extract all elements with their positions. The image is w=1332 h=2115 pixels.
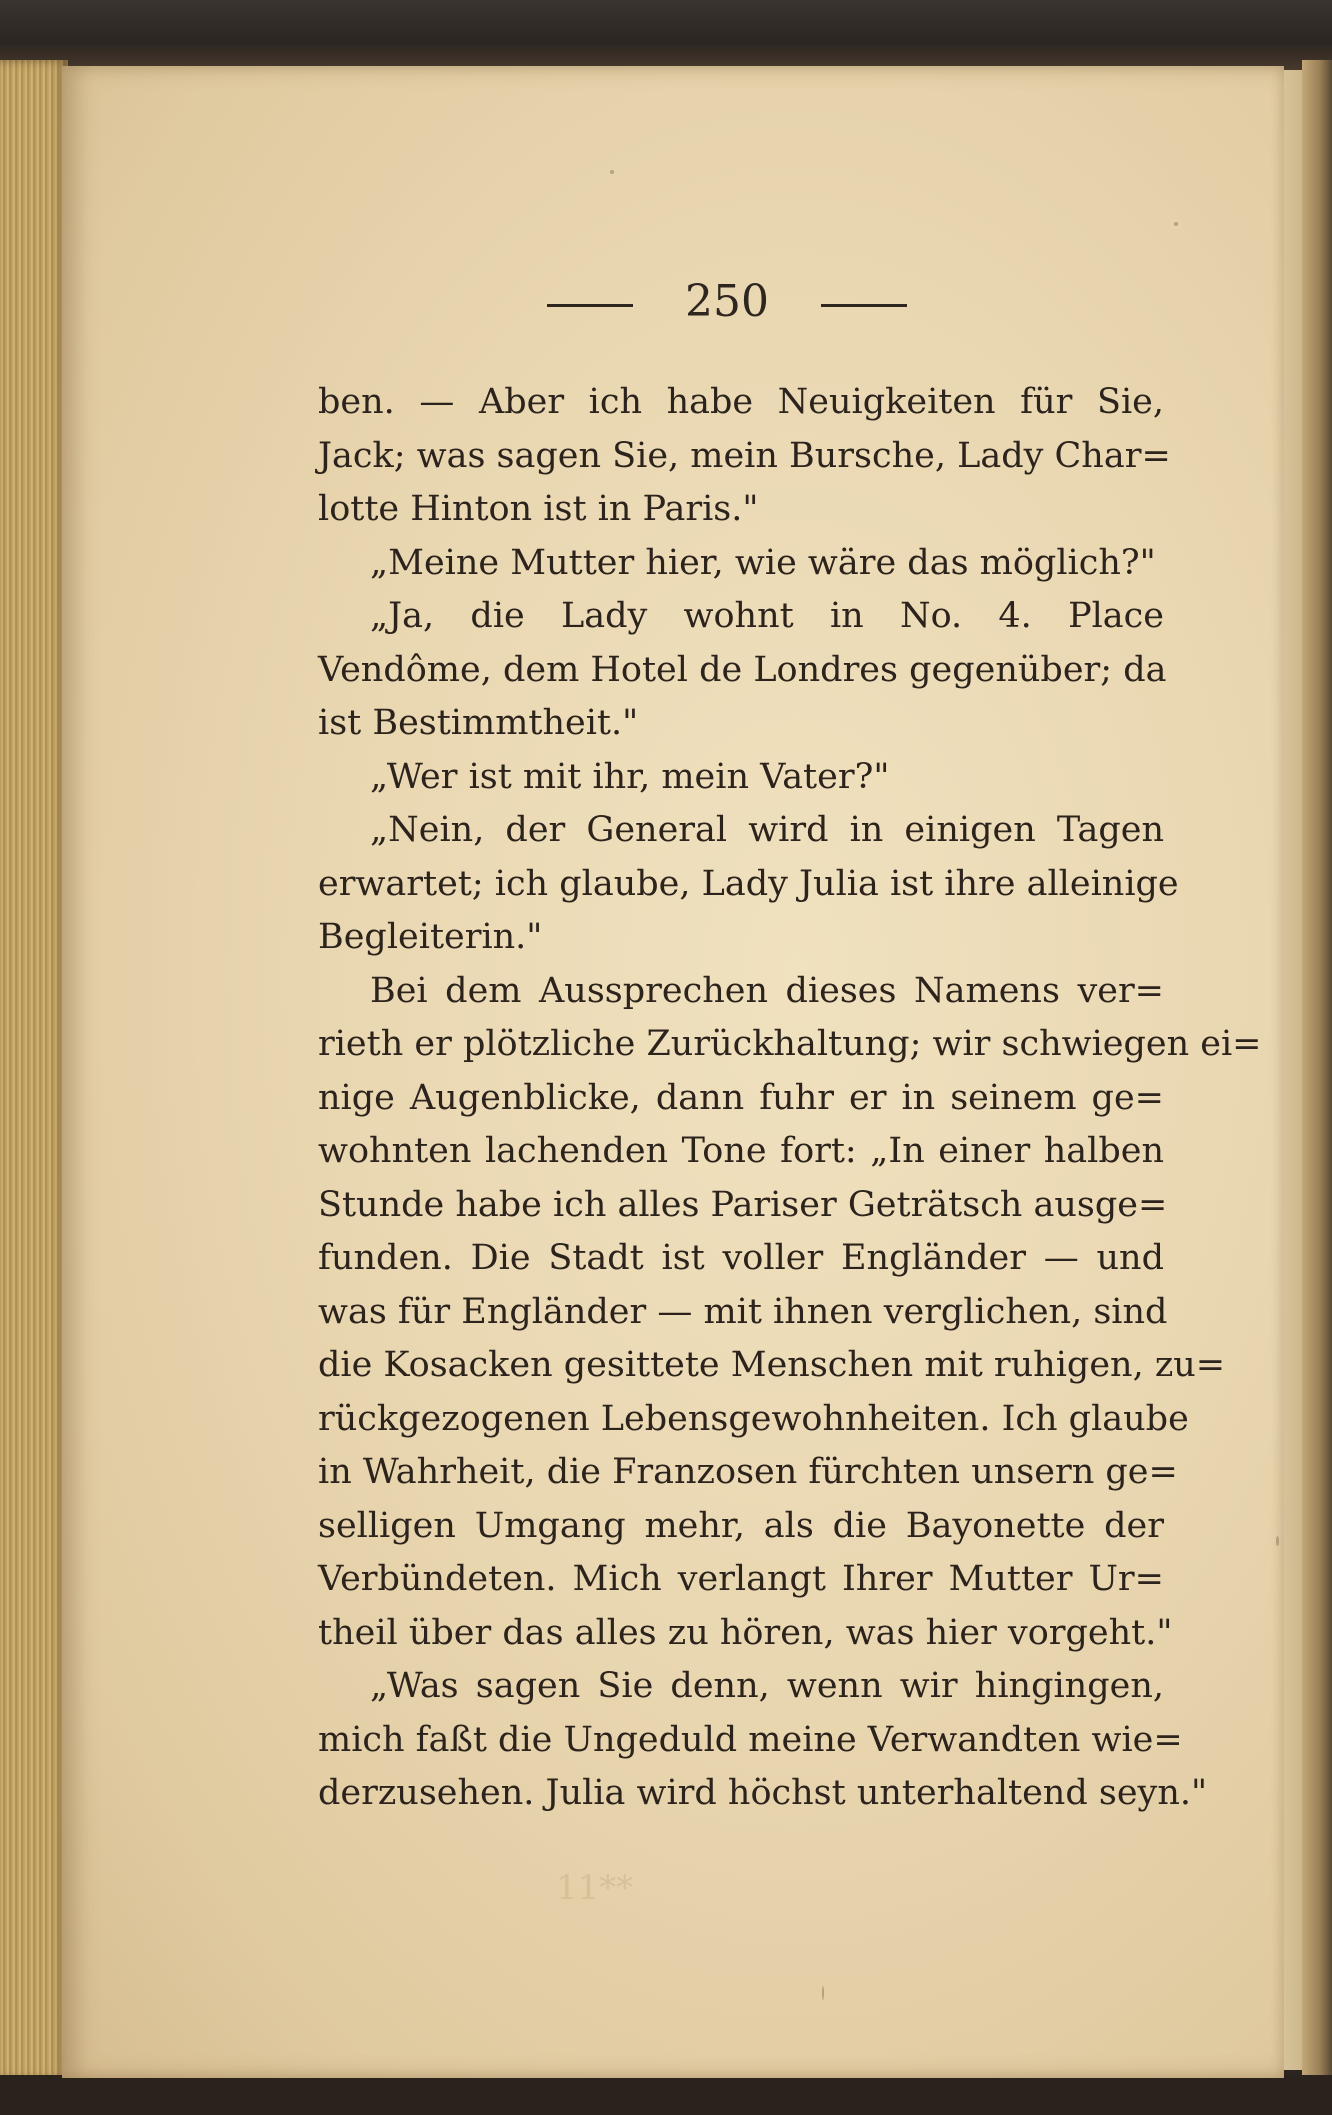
text-line: Jack; was sagen Sie, mein Bursche, Lady Char= (318, 435, 1171, 476)
text-line: Stunde habe ich alles Pariser Geträtsch ausge= (318, 1184, 1168, 1225)
paper-speck (1276, 1536, 1279, 1546)
book-top-edge (0, 0, 1332, 72)
text-line: erwartet; ich glaube, Lady Julia ist ihre alleinige (318, 863, 1179, 904)
header-rule-right (821, 304, 907, 307)
text-line: „Wer ist mit ihr, mein Vater?" (370, 756, 890, 797)
text-line: „Ja, die Lady wohnt in No. 4. Place (370, 596, 1164, 636)
right-page-edge (1302, 60, 1332, 2080)
paper-speck (610, 170, 614, 174)
text-line: ist Bestimmtheit." (318, 703, 639, 743)
text-line: wohnten lachenden Tone fort: „In einer halben (318, 1131, 1164, 1171)
signature-mark: 11** (556, 1868, 634, 1908)
text-line: ben. — Aber ich habe Neuigkeiten für Sie, (318, 382, 1164, 422)
text-line: die Kosacken gesittete Menschen mit ruhigen, zu= (318, 1345, 1226, 1385)
paper-speck (1174, 222, 1178, 226)
text-line: Bei dem Aussprechen dieses Namens ver= (370, 970, 1164, 1011)
text-line: rieth er plötzliche Zurückhaltung; wir schwiegen ei= (318, 1024, 1262, 1064)
header-rule-left (547, 304, 633, 307)
text-line: theil über das alles zu hören, was hier vorgeht." (318, 1612, 1173, 1653)
page-stack-edge (0, 60, 68, 2080)
text-line: funden. Die Stadt ist voller Engländer — und (318, 1238, 1164, 1278)
text-line: rückgezogenen Lebensgewohnheiten. Ich glaube (318, 1398, 1189, 1439)
text-line: Verbündeten. Mich verlangt Ihrer Mutter Ur= (318, 1559, 1164, 1599)
text-line: was für Engländer — mit ihnen verglichen, sind (318, 1291, 1168, 1332)
text-line: lotte Hinton ist in Paris." (318, 489, 759, 529)
text-line: selligen Umgang mehr, als die Bayonette der (318, 1505, 1164, 1546)
text-line: „Nein, der General wird in einigen Tagen (370, 810, 1164, 850)
text-line: derzusehen. Julia wird höchst unterhaltend seyn." (318, 1773, 1208, 1813)
body-text (318, 376, 1262, 1821)
text-line: mich faßt die Ungeduld meine Verwandten wie= (318, 1719, 1183, 1760)
text-line: Vendôme, dem Hotel de Londres gegenüber; da (318, 649, 1167, 690)
text-line: nige Augenblicke, dann fuhr er in seinem ge= (318, 1077, 1164, 1118)
book-bottom-edge (0, 2075, 1332, 2115)
page-header (0, 272, 1332, 332)
text-line: Begleiterin." (318, 917, 543, 957)
text-line: in Wahrheit, die Franzosen fürchten unsern ge= (318, 1452, 1178, 1492)
text-line: „Meine Mutter hier, wie wäre das möglich?" (370, 542, 1156, 583)
text-line: „Was sagen Sie denn, wenn wir hingingen, (370, 1666, 1164, 1706)
page-number: 250 (685, 276, 769, 327)
paper-speck (822, 1986, 824, 2000)
